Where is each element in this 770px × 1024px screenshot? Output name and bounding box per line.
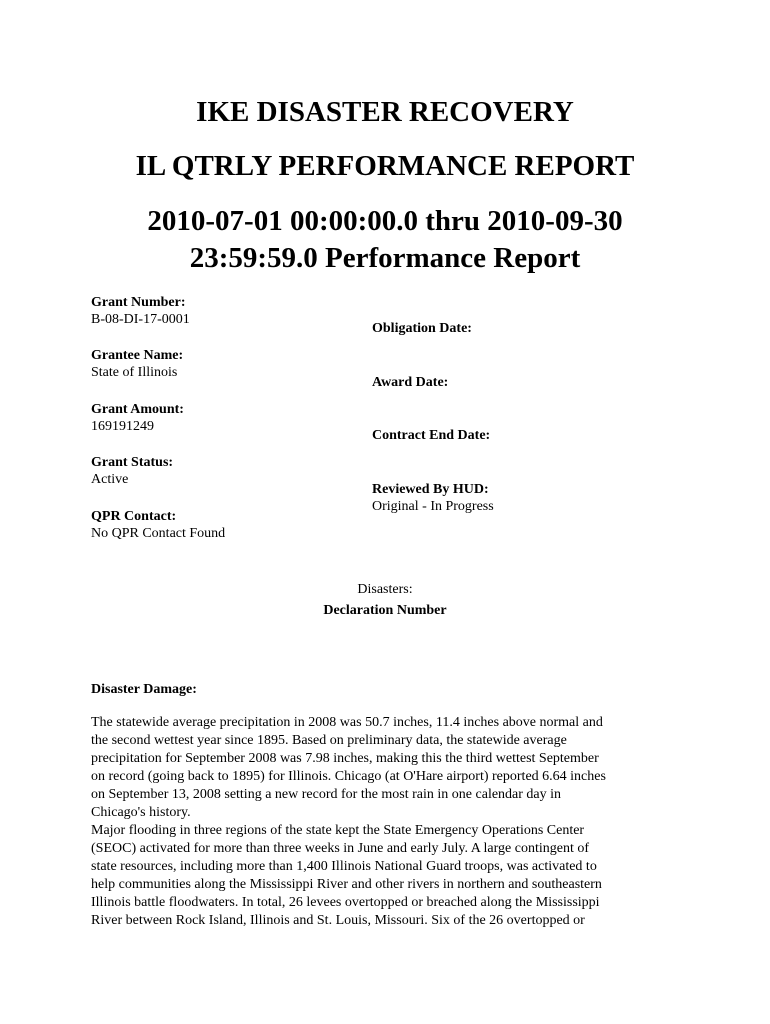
damage-text-line: on record (going back to 1895) for Illinois. Chicago (at O'Hare airport) reported 6.64 inches	[91, 769, 606, 784]
damage-text-line: precipitation for September 2008 was 7.98 inches, making this the third wettest September	[91, 751, 599, 766]
disaster-damage-body	[91, 714, 661, 930]
qpr-contact-label: QPR Contact:	[91, 509, 177, 524]
report-period-line-2: 23:59:59.0 Performance Report	[189, 242, 581, 274]
damage-text-line: on September 13, 2008 setting a new record for the most rain in one calendar day in	[91, 787, 562, 802]
disaster-damage-heading: Disaster Damage:	[91, 682, 197, 697]
declaration-number-header: Declaration Number	[323, 603, 447, 618]
damage-text-line: the second wettest year since 1895. Based on preliminary data, the statewide average	[91, 733, 567, 748]
report-period-line-1: 2010-07-01 00:00:00.0 thru 2010-09-30	[147, 205, 623, 237]
grant-status-value: Active	[91, 472, 129, 487]
qpr-contact-value: No QPR Contact Found	[91, 526, 226, 541]
reviewed-by-hud-value: Original - In Progress	[372, 499, 494, 514]
damage-text-line: Illinois battle floodwaters. In total, 26 levees overtopped or breached along the Mississippi	[91, 895, 600, 910]
grant-amount-value: 169191249	[91, 419, 154, 434]
obligation-date-label: Obligation Date:	[372, 321, 472, 336]
damage-text-line: (SEOC) activated for more than three weeks in June and early July. A large contingent of	[91, 841, 590, 856]
grantee-name-value: State of Illinois	[91, 365, 178, 380]
report-title-line-2: IL QTRLY PERFORMANCE REPORT	[135, 150, 635, 182]
grantee-name-label: Grantee Name:	[91, 348, 184, 363]
grant-status-field	[91, 454, 173, 488]
damage-text-line: The statewide average precipitation in 2008 was 50.7 inches, 11.4 inches above normal and	[91, 715, 603, 730]
grant-status-label: Grant Status:	[91, 455, 174, 470]
damage-text-line: state resources, including more than 1,400 Illinois National Guard troops, was activated to	[91, 859, 597, 874]
grant-number-label: Grant Number:	[91, 295, 186, 310]
award-date-label: Award Date:	[372, 375, 449, 390]
damage-text-line: Chicago's history.	[91, 805, 191, 820]
grant-amount-field	[91, 401, 184, 435]
contract-end-date-field	[372, 427, 490, 444]
obligation-date-field	[372, 320, 472, 337]
award-date-field	[372, 374, 448, 391]
damage-text-line: Major flooding in three regions of the state kept the State Emergency Operations Center	[91, 823, 585, 838]
qpr-contact-field	[91, 508, 225, 542]
reviewed-by-hud-field	[372, 481, 494, 515]
damage-text-line: help communities along the Mississippi River and other rivers in northern and southeastern	[91, 877, 602, 892]
grant-amount-label: Grant Amount:	[91, 402, 184, 417]
grant-number-field	[91, 294, 190, 328]
contract-end-date-label: Contract End Date:	[372, 428, 491, 443]
grant-number-value: B-08-DI-17-0001	[91, 312, 190, 327]
damage-text-line: River between Rock Island, Illinois and St. Louis, Missouri. Six of the 26 overtopped or	[91, 913, 585, 928]
report-title-line-1: IKE DISASTER RECOVERY	[196, 96, 574, 128]
disasters-label: Disasters:	[357, 582, 413, 597]
reviewed-by-hud-label: Reviewed By HUD:	[372, 482, 489, 497]
grantee-name-field	[91, 347, 183, 381]
